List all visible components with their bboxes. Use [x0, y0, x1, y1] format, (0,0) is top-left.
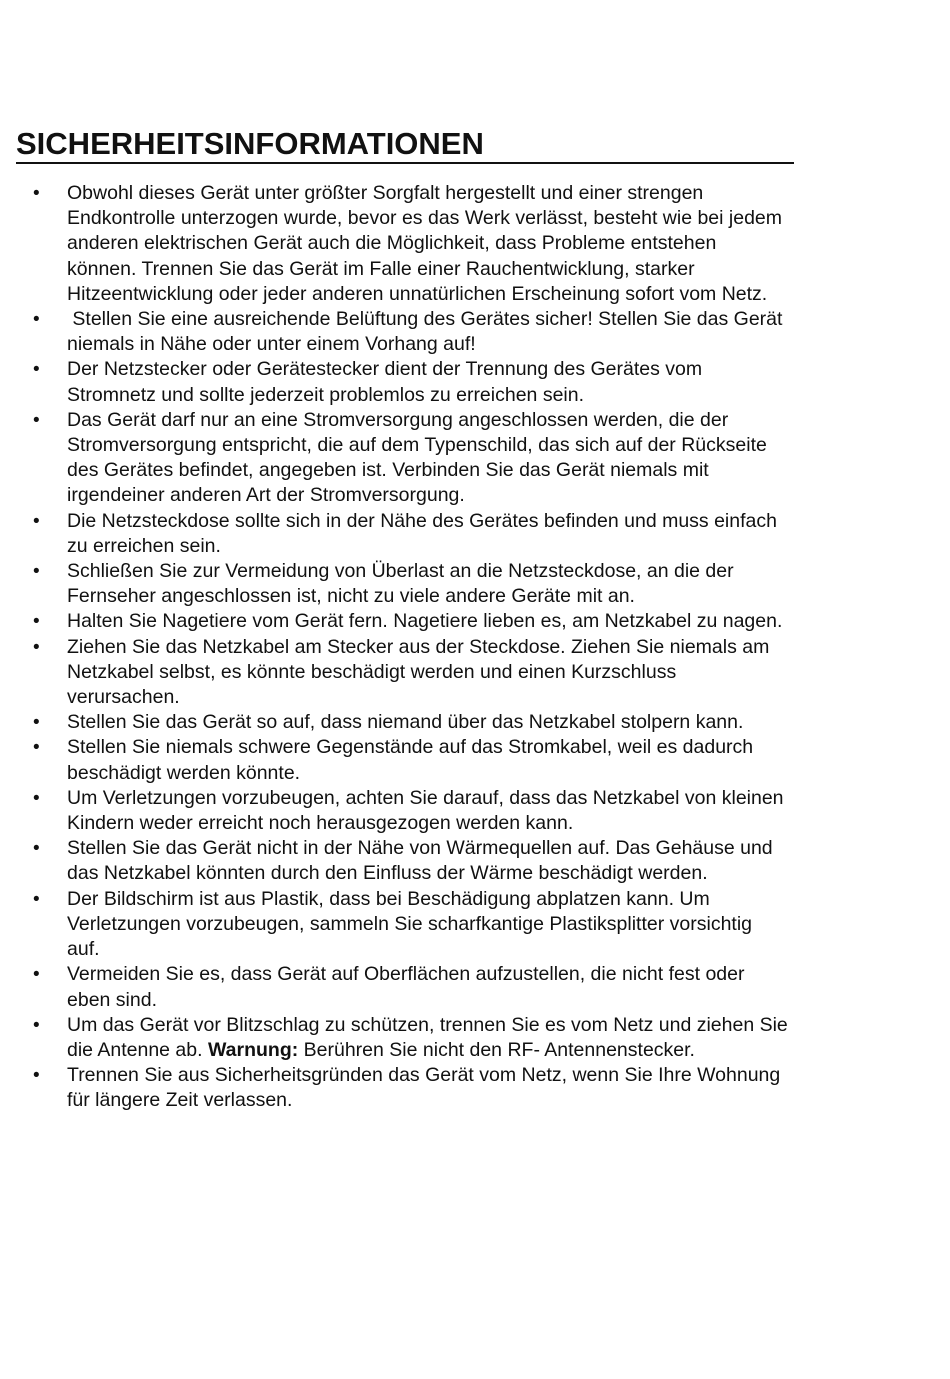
item-text	[67, 357, 900, 407]
list-item	[0, 710, 900, 735]
item-line: Halten Sie Nagetiere vom Gerät fern. Nagetiere lieben es, am Netzkabel zu nagen.	[67, 610, 783, 633]
item-text	[67, 1063, 900, 1113]
item-text	[67, 962, 900, 1012]
item-line: Kindern weder erreicht noch herausgezogen werden kann.	[67, 812, 574, 835]
item-line-warning	[67, 1038, 900, 1063]
item-line: Schließen Sie zur Vermeidung von Überlast an die Netzsteckdose, an die der	[67, 560, 734, 583]
item-line: Stellen Sie das Gerät so auf, dass niemand über das Netzkabel stolpern kann.	[67, 711, 744, 734]
item-line: Stellen Sie das Gerät nicht in der Nähe von Wärmequellen auf. Das Gehäuse und	[67, 837, 773, 860]
bullet-icon: •	[33, 838, 40, 860]
item-line: beschädigt werden könnte.	[67, 761, 301, 784]
list-item	[0, 559, 900, 609]
bullet-icon: •	[33, 309, 40, 331]
item-line: niemals in Nähe oder unter einem Vorhang auf!	[67, 333, 476, 356]
bullet-icon: •	[33, 183, 40, 204]
item-line: verursachen.	[67, 686, 180, 709]
item-text	[67, 735, 900, 785]
bullet-icon: •	[33, 636, 40, 658]
item-text	[67, 509, 900, 559]
list-item	[0, 786, 900, 836]
item-line: des Gerätes befindet, angegeben ist. Verbinden Sie das Gerät niemals mit	[67, 459, 709, 482]
item-text	[67, 559, 900, 609]
item-line: Netzkabel selbst, es könnte beschädigt werden und einen Kurzschluss	[67, 660, 677, 683]
item-line: eben sind.	[67, 988, 157, 1011]
page-title: SICHERHEITSINFORMATIONEN	[16, 126, 794, 164]
list-item	[0, 887, 900, 963]
item-text	[67, 710, 900, 735]
item-line: zu erreichen sein.	[67, 534, 221, 557]
list-item	[0, 836, 900, 886]
list-item	[0, 181, 900, 307]
item-line: irgendeiner anderen Art der Stromversorgung.	[67, 484, 465, 507]
item-text	[67, 307, 900, 357]
item-line: Verletzungen vorzubeugen, sammeln Sie scharfkantige Plastiksplitter vorsichtig	[67, 912, 753, 935]
list-item	[0, 735, 900, 785]
item-line: Fernseher angeschlossen ist, nicht zu viele andere Geräte mit an.	[67, 585, 635, 608]
bullet-icon: •	[33, 409, 40, 431]
warning-text: Berühren Sie nicht den RF- Antennenstecker.	[298, 1038, 695, 1061]
safety-list	[0, 181, 900, 1114]
item-line: Ziehen Sie das Netzkabel am Stecker aus der Steckdose. Ziehen Sie niemals am	[67, 635, 770, 658]
bullet-icon: •	[33, 1065, 40, 1087]
bullet-icon: •	[33, 737, 40, 759]
item-text	[67, 1013, 900, 1063]
item-text	[67, 609, 900, 634]
list-item	[0, 357, 900, 407]
item-text	[67, 408, 900, 509]
list-item	[0, 609, 900, 634]
item-line: können. Trennen Sie das Gerät im Falle einer Rauchentwicklung, starker	[67, 257, 695, 280]
item-line: Stellen Sie niemals schwere Gegenstände auf das Stromkabel, weil es dadurch	[67, 736, 754, 759]
list-item	[0, 962, 900, 1012]
item-line: auf.	[67, 938, 100, 961]
item-line: anderen elektrischen Gerät auch die Möglichkeit, dass Probleme entstehen	[67, 232, 717, 255]
item-line: das Netzkabel könnten durch den Einfluss der Wärme beschädigt werden.	[67, 862, 708, 885]
item-line: Die Netzsteckdose sollte sich in der Nähe des Gerätes befinden und muss einfach	[67, 509, 777, 532]
bullet-icon: •	[33, 964, 40, 986]
list-item	[0, 307, 900, 357]
item-text	[67, 786, 900, 836]
bullet-icon: •	[33, 787, 40, 809]
bullet-icon: •	[33, 611, 40, 633]
item-line: Der Bildschirm ist aus Plastik, dass bei Beschädigung abplatzen kann. Um	[67, 887, 710, 910]
warning-prefix: die Antenne ab.	[67, 1038, 208, 1061]
list-item	[0, 509, 900, 559]
item-line: Hitzeentwicklung oder jeder anderen unnatürlichen Erscheinung sofort vom Netz.	[67, 282, 768, 305]
list-item	[0, 1063, 900, 1113]
item-line: für längere Zeit verlassen.	[67, 1089, 293, 1112]
item-line: Obwohl dieses Gerät unter größter Sorgfalt hergestellt und einer strengen	[67, 182, 704, 204]
item-text	[67, 836, 900, 886]
item-text	[67, 181, 900, 307]
bullet-icon: •	[33, 888, 40, 910]
item-line: Stromversorgung entspricht, die auf dem Typenschild, das sich auf der Rückseite	[67, 434, 767, 457]
list-item	[0, 635, 900, 711]
warning-label: Warnung:	[207, 1038, 299, 1061]
item-line: Um das Gerät vor Blitzschlag zu schützen, trennen Sie es vom Netz und ziehen Sie	[67, 1013, 788, 1036]
item-line: Stromnetz und sollte jederzeit problemlos zu erreichen sein.	[67, 383, 585, 406]
bullet-icon: •	[33, 712, 40, 734]
item-text	[67, 887, 900, 963]
item-line: Stellen Sie eine ausreichende Belüftung des Gerätes sicher! Stellen Sie das Gerät	[67, 308, 783, 331]
bullet-icon: •	[33, 561, 40, 583]
item-line: Endkontrolle unterzogen wurde, bevor es das Werk verlässt, besteht wie bei jedem	[67, 207, 783, 230]
list-item	[0, 408, 900, 509]
item-line: Der Netzstecker oder Gerätestecker dient der Trennung des Gerätes vom	[67, 358, 703, 381]
item-line: Das Gerät darf nur an eine Stromversorgung angeschlossen werden, die der	[67, 408, 729, 431]
item-text	[67, 635, 900, 711]
item-line: Trennen Sie aus Sicherheitsgründen das Gerät vom Netz, wenn Sie Ihre Wohnung	[67, 1064, 781, 1087]
bullet-icon: •	[33, 510, 40, 532]
list-item	[0, 1013, 900, 1063]
bullet-icon: •	[33, 1014, 40, 1036]
item-line: Vermeiden Sie es, dass Gerät auf Oberflächen aufzustellen, die nicht fest oder	[67, 963, 745, 986]
bullet-icon: •	[33, 359, 40, 381]
item-line: Um Verletzungen vorzubeugen, achten Sie darauf, dass das Netzkabel von kleinen	[67, 786, 784, 809]
